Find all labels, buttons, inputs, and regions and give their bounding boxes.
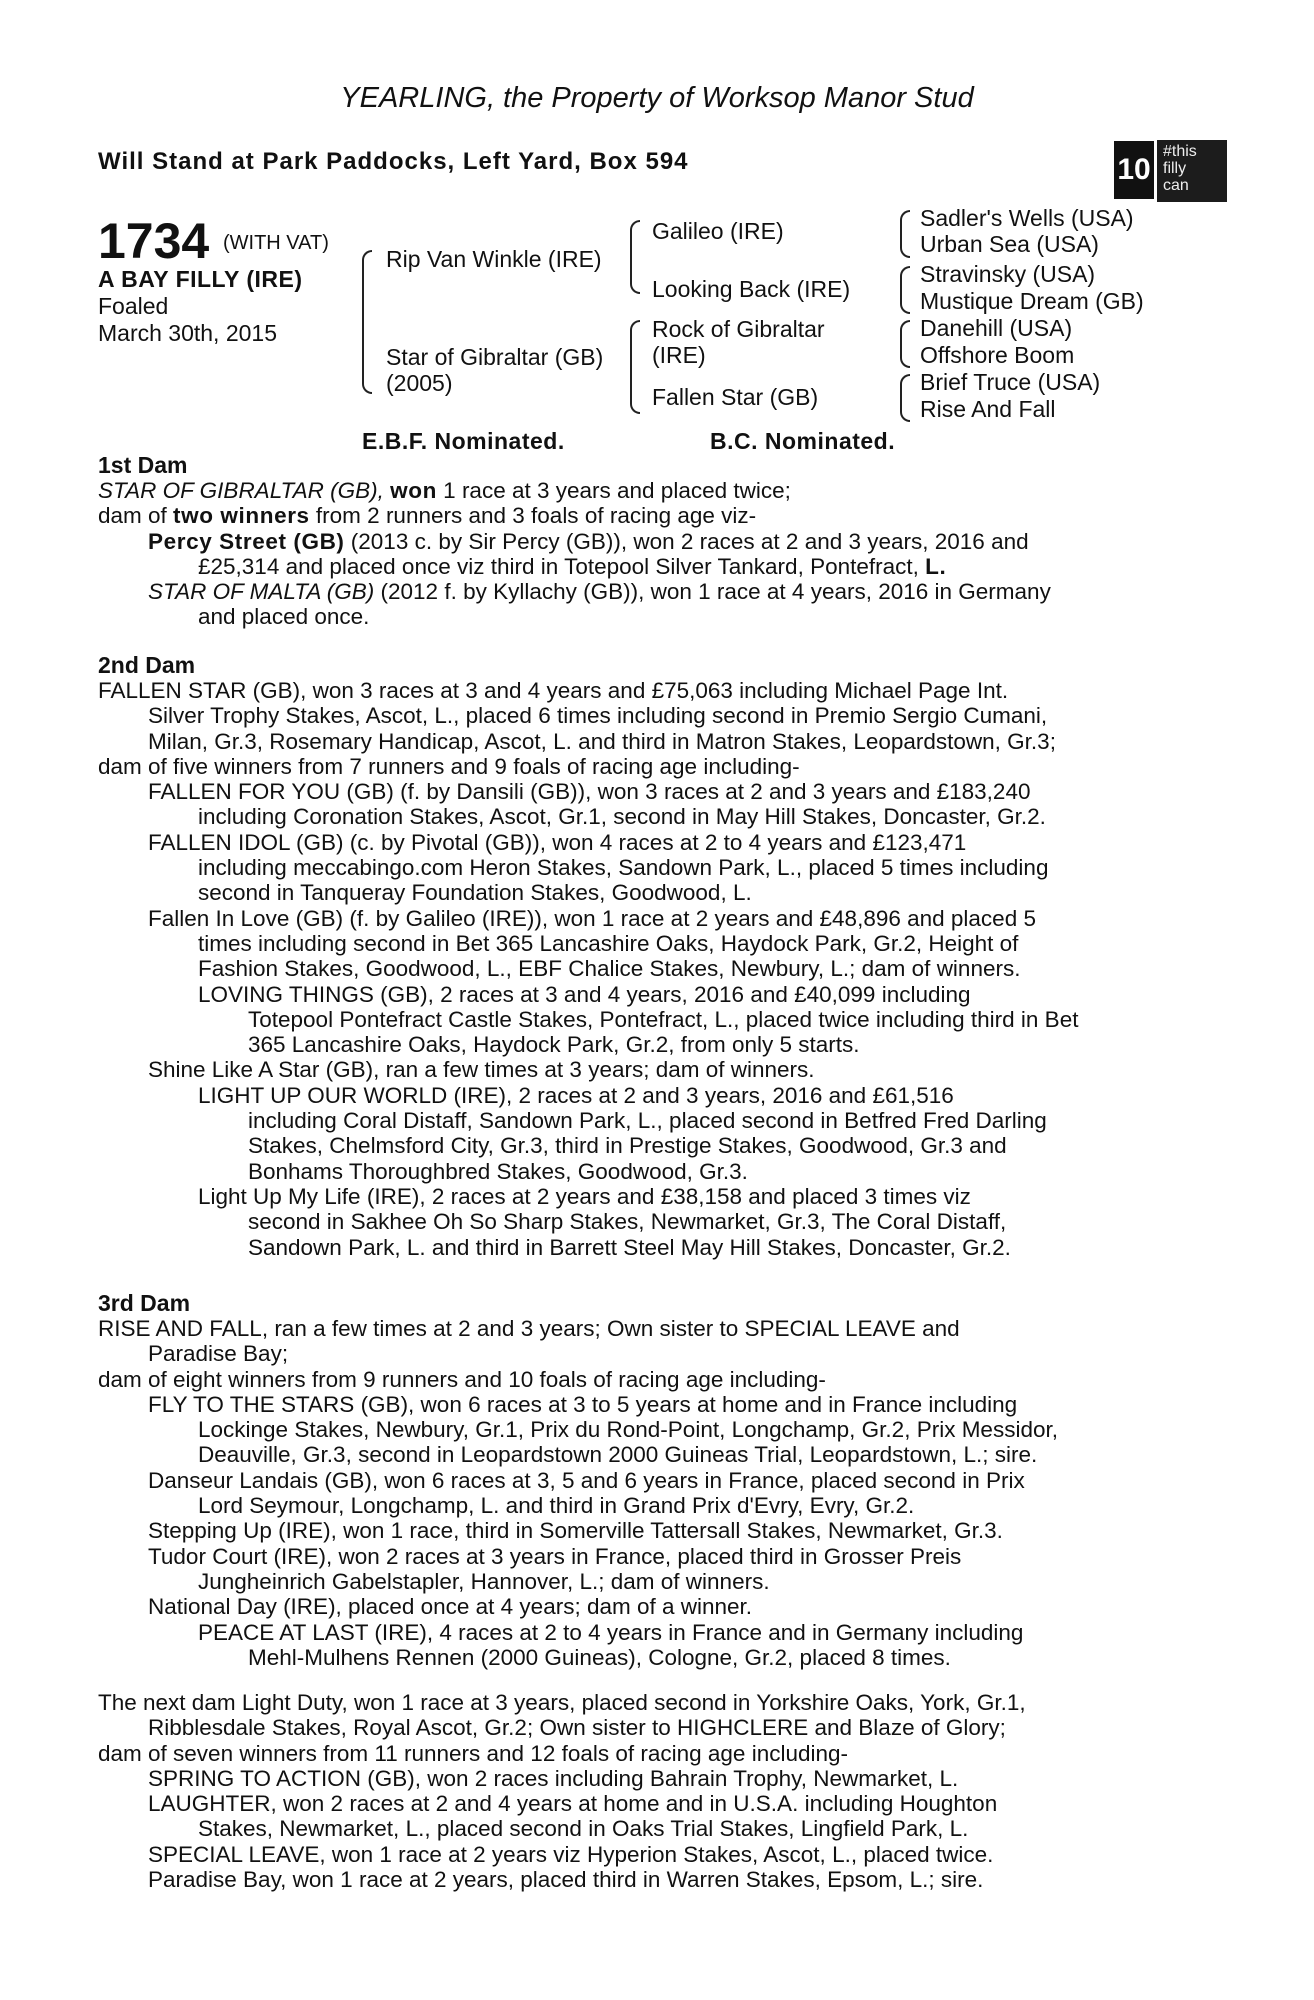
- pedigree-gg-3: Stravinsky (USA): [920, 261, 1096, 287]
- pedigree-gg-8: Rise And Fall: [920, 396, 1056, 422]
- ebf-nomination: E.B.F. Nominated.: [362, 428, 565, 454]
- first-dam-text: [98, 478, 1051, 630]
- foaled-label: Foaled: [98, 293, 169, 319]
- text-line: including meccabingo.com Heron Stakes, Sandown Park, L., placed 5 times including: [198, 855, 1049, 881]
- lot-number: 1734: [98, 213, 210, 269]
- badge-hashtag-line: can: [1163, 177, 1189, 194]
- bc-nomination: B.C. Nominated.: [710, 428, 896, 454]
- pedigree-gg-6: Offshore Boom: [920, 342, 1075, 368]
- text-line: SPECIAL LEAVE, won 1 race at 2 years viz Hyperion Stakes, Ascot, L., placed twice.: [148, 1841, 994, 1867]
- pedigree-dam-year: (2005): [386, 370, 453, 396]
- pedigree-dam-sire: Rock of Gibraltar: [652, 316, 825, 342]
- text-line: dam of eight winners from 9 runners and 10 foals of racing age including-: [98, 1366, 826, 1392]
- text-line: second in Tanqueray Foundation Stakes, Goodwood, L.: [198, 880, 752, 906]
- pedigree-sire-sire: Galileo (IRE): [652, 218, 784, 244]
- text-line: second in Sakhee Oh So Sharp Stakes, Newmarket, Gr.3, The Coral Distaff,: [248, 1209, 1007, 1235]
- text-line: 365 Lancashire Oaks, Haydock Park, Gr.2, from only 5 starts.: [248, 1032, 860, 1058]
- text-line: Sandown Park, L. and third in Barrett Steel May Hill Stakes, Doncaster, Gr.2.: [248, 1234, 1011, 1260]
- text-line: Tudor Court (IRE), won 2 races at 3 years in France, placed third in Grosser Preis: [148, 1543, 962, 1569]
- second-dam-heading: 2nd Dam: [98, 652, 196, 678]
- text-line: Fashion Stakes, Goodwood, L., EBF Chalice Stakes, Newbury, L.; dam of winners.: [198, 956, 1021, 982]
- pedigree-dam-sire-suffix: (IRE): [652, 342, 706, 368]
- pedigree-brace-g3: [900, 320, 910, 368]
- lot-vat-note: (WITH VAT): [223, 232, 329, 254]
- pedigree-gg-5: Danehill (USA): [920, 315, 1073, 341]
- text-line: dam of five winners from 7 runners and 9 foals of racing age including-: [98, 753, 800, 779]
- text-line: Stakes, Chelmsford City, Gr.3, third in Prestige Stakes, Goodwood, Gr.3 and: [248, 1133, 1007, 1159]
- text-line: SPRING TO ACTION (GB), won 2 races including Bahrain Trophy, Newmarket, L.: [148, 1765, 959, 1791]
- pedigree-gg-4: Mustique Dream (GB): [920, 288, 1144, 314]
- text-line: FALLEN STAR (GB), won 3 races at 3 and 4 years and £75,063 including Michael Page Int.: [98, 678, 1009, 703]
- pedigree-dam-dam: Fallen Star (GB): [652, 384, 819, 410]
- text-line: Lockinge Stakes, Newbury, Gr.1, Prix du Rond-Point, Longchamp, Gr.2, Prix Messidor,: [198, 1417, 1058, 1443]
- stand-location: Will Stand at Park Paddocks, Left Yard, Box 594: [98, 148, 689, 175]
- text-line: Stakes, Newmarket, L., placed second in Oaks Trial Stakes, Lingfield Park, L.: [198, 1816, 969, 1842]
- pedigree-dam: Star of Gibraltar (GB): [386, 344, 604, 370]
- text-line: Danseur Landais (GB), won 6 races at 3, 5 and 6 years in France, placed second in Prix: [148, 1467, 1025, 1493]
- badge-ten-text: 10: [1117, 153, 1151, 186]
- text-line: dam of seven winners from 11 runners and 12 foals of racing age including-: [98, 1740, 849, 1766]
- text-line: Deauville, Gr.3, second in Leopardstown 2000 Guineas Trial, Leopardstown, L.; sire.: [198, 1442, 1038, 1468]
- pedigree-sire-dam: Looking Back (IRE): [652, 276, 851, 302]
- text-line: Milan, Gr.3, Rosemary Handicap, Ascot, L. and third in Matron Stakes, Leopardstown, Gr.3;: [148, 728, 1056, 754]
- pedigree-sire: Rip Van Winkle (IRE): [386, 246, 602, 272]
- text-line: RISE AND FALL, ran a few times at 2 and 3 years; Own sister to SPECIAL LEAVE and: [98, 1316, 960, 1341]
- text-line: STAR OF GIBRALTAR (GB), won 1 race at 3 years and placed twice;: [98, 478, 791, 503]
- text-line: £25,314 and placed once viz third in Totepool Silver Tankard, Pontefract, L.: [198, 553, 947, 579]
- text-line: Light Up My Life (IRE), 2 races at 2 years and £38,158 and placed 3 times viz: [198, 1183, 971, 1209]
- text-line: STAR OF MALTA (GB) (2012 f. by Kyllachy (GB)), won 1 race at 4 years, 2016 in Germany: [148, 579, 1051, 605]
- text-line: Paradise Bay, won 1 race at 2 years, placed third in Warren Stakes, Epsom, L.; sire.: [148, 1867, 984, 1893]
- pedigree-gg-7: Brief Truce (USA): [920, 369, 1101, 395]
- text-line: Ribblesdale Stakes, Royal Ascot, Gr.2; Own sister to HIGHCLERE and Blaze of Glory;: [148, 1715, 1006, 1741]
- third-dam-text: [98, 1316, 1058, 1670]
- catalogue-header-title: YEARLING, the Property of Worksop Manor Stud: [340, 82, 974, 114]
- pedigree-brace-dam: [630, 320, 640, 414]
- text-line: Totepool Pontefract Castle Stakes, Pontefract, L., placed twice including third in Bet: [248, 1006, 1079, 1032]
- text-line: Lord Seymour, Longchamp, L. and third in Grand Prix d'Evry, Evry, Gr.2.: [198, 1493, 915, 1519]
- pedigree-brace-main: [362, 250, 372, 394]
- text-line: Silver Trophy Stakes, Ascot, L., placed 6 times including second in Premio Sergio Cumani,: [148, 703, 1048, 729]
- text-line: LIGHT UP OUR WORLD (IRE), 2 races at 2 and 3 years, 2016 and £61,516: [198, 1082, 954, 1108]
- text-line: Jungheinrich Gabelstapler, Hannover, L.; dam of winners.: [198, 1568, 770, 1594]
- third-dam-heading: 3rd Dam: [98, 1290, 191, 1316]
- badge-hashtag-line: #this: [1163, 143, 1197, 160]
- pedigree-gg-1: Sadler's Wells (USA): [920, 205, 1134, 231]
- text-line: Fallen In Love (GB) (f. by Galileo (IRE)), won 1 race at 2 years and £48,896 and placed 5: [148, 905, 1036, 931]
- text-line: LOVING THINGS (GB), 2 races at 3 and 4 years, 2016 and £40,099 including: [198, 981, 971, 1007]
- pedigree-brace-sire: [630, 220, 640, 294]
- plus-ten-badge-icon: [1114, 141, 1154, 199]
- pedigree-gg-2: Urban Sea (USA): [920, 231, 1099, 257]
- text-line: Paradise Bay;: [148, 1341, 289, 1367]
- text-line: FLY TO THE STARS (GB), won 6 races at 3 to 5 years at home and in France including: [148, 1391, 1018, 1417]
- text-line: The next dam Light Duty, won 1 race at 3 years, placed second in Yorkshire Oaks, York, Gr.1,: [98, 1690, 1026, 1715]
- text-line: times including second in Bet 365 Lancashire Oaks, Haydock Park, Gr.2, Height of: [198, 930, 1019, 956]
- text-line: Shine Like A Star (GB), ran a few times at 3 years; dam of winners.: [148, 1057, 815, 1083]
- text-line: LAUGHTER, won 2 races at 2 and 4 years at home and in U.S.A. including Houghton: [148, 1791, 998, 1817]
- pedigree-brace-g1: [900, 210, 910, 258]
- text-line: including Coronation Stakes, Ascot, Gr.1, second in May Hill Stakes, Doncaster, Gr.2.: [198, 804, 1046, 830]
- next-dam-text: [98, 1690, 1026, 1892]
- text-line: Stepping Up (IRE), won 1 race, third in Somerville Tattersall Stakes, Newmarket, Gr.3.: [148, 1518, 1003, 1544]
- foaled-date: March 30th, 2015: [98, 320, 278, 346]
- text-line: Mehl-Mulhens Rennen (2000 Guineas), Cologne, Gr.2, placed 8 times.: [248, 1644, 951, 1670]
- text-line: including Coral Distaff, Sandown Park, L., placed second in Betfred Fred Darling: [248, 1108, 1047, 1134]
- text-line: dam of two winners from 2 runners and 3 foals of racing age viz-: [98, 503, 757, 529]
- text-line: FALLEN IDOL (GB) (c. by Pivotal (GB)), won 4 races at 2 to 4 years and £123,471: [148, 829, 967, 855]
- text-line: PEACE AT LAST (IRE), 4 races at 2 to 4 years in France and in Germany including: [198, 1619, 1024, 1645]
- first-dam-heading: 1st Dam: [98, 452, 188, 478]
- pedigree-brace-g2: [900, 266, 910, 314]
- badge-hashtag-text: [1163, 143, 1223, 194]
- text-line: and placed once.: [198, 604, 370, 630]
- badge-hashtag-line: filly: [1163, 160, 1187, 177]
- lot-name: A BAY FILLY (IRE): [98, 266, 303, 292]
- text-line: National Day (IRE), placed once at 4 years; dam of a winner.: [148, 1594, 753, 1620]
- pedigree-brace-g4: [900, 374, 910, 422]
- text-line: Percy Street (GB) (2013 c. by Sir Percy (GB)), won 2 races at 2 and 3 years, 2016 and: [148, 528, 1029, 554]
- text-line: Bonhams Thoroughbred Stakes, Goodwood, Gr.3.: [248, 1158, 748, 1184]
- text-line: FALLEN FOR YOU (GB) (f. by Dansili (GB)), won 3 races at 2 and 3 years and £183,240: [148, 779, 1031, 805]
- second-dam-text: [98, 678, 1078, 1260]
